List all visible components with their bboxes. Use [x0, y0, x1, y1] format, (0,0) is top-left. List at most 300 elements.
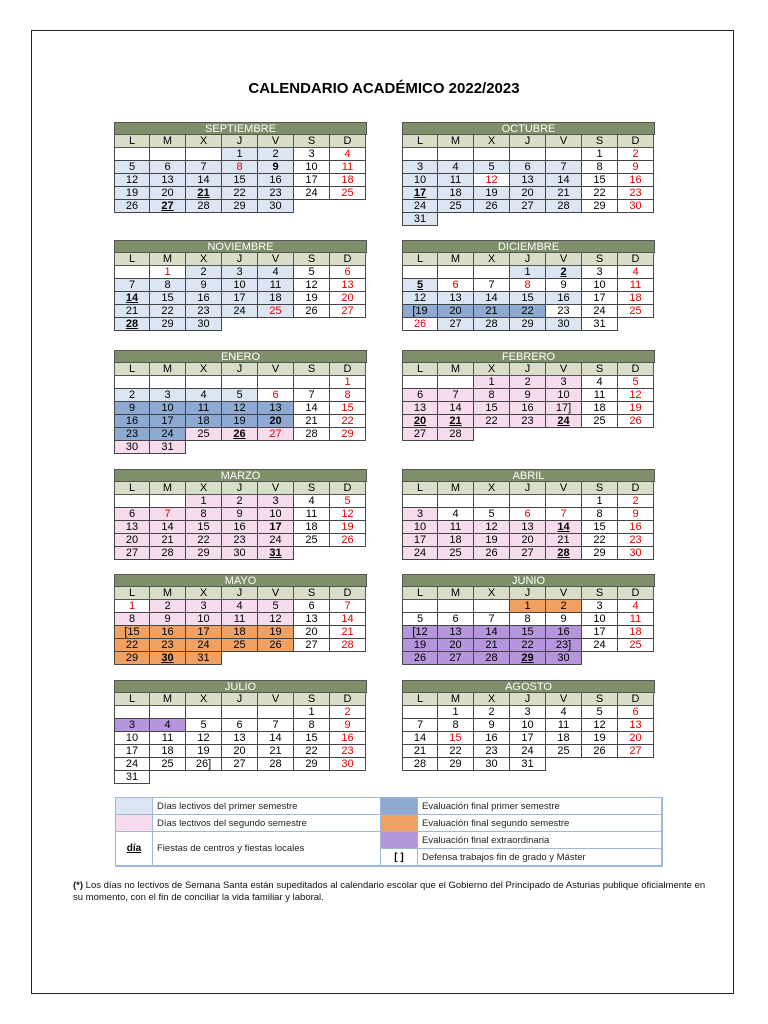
empty-cell — [186, 706, 222, 719]
day-cell: 10 — [510, 719, 546, 732]
weekday-header: D — [618, 135, 654, 148]
day-cell: 20 — [150, 187, 186, 200]
day-cell: 30 — [330, 758, 366, 771]
day-cell: 6 — [438, 613, 474, 626]
month-header: JULIO — [114, 680, 367, 693]
day-cell: 6 — [114, 508, 150, 521]
empty-cell — [618, 428, 654, 441]
empty-cell — [582, 213, 618, 226]
empty-cell — [402, 148, 438, 161]
day-cell: 1 — [222, 148, 258, 161]
day-cell: 27 — [150, 200, 186, 213]
empty-cell — [114, 376, 150, 389]
day-cell: 13 — [438, 292, 474, 305]
weekday-header: X — [474, 135, 510, 148]
day-cell: 26 — [474, 547, 510, 560]
day-cell: 23 — [330, 745, 366, 758]
day-cell: 13 — [258, 402, 294, 415]
day-cell: 6 — [258, 389, 294, 402]
day-cell: 10 — [186, 613, 222, 626]
empty-cell — [222, 706, 258, 719]
weekday-header: M — [150, 482, 186, 495]
weekday-header: M — [438, 693, 474, 706]
legend-eval-extra: Evaluación final extraordinaria — [418, 832, 662, 849]
weekday-header: D — [618, 587, 654, 600]
day-cell: 12 — [114, 174, 150, 187]
day-cell: 5 — [474, 161, 510, 174]
day-cell: 24 — [402, 200, 438, 213]
day-cell: 8 — [582, 508, 618, 521]
empty-cell — [438, 213, 474, 226]
month-days — [114, 363, 367, 454]
empty-cell — [402, 495, 438, 508]
day-cell: 16 — [114, 415, 150, 428]
empty-cell — [222, 771, 258, 784]
day-cell: 16 — [618, 174, 654, 187]
day-cell: 15 — [294, 732, 330, 745]
day-cell: 10 — [402, 174, 438, 187]
day-cell: 28 — [330, 639, 366, 652]
day-cell: 3 — [294, 148, 330, 161]
day-cell: 20 — [438, 639, 474, 652]
day-cell: 30 — [546, 318, 582, 331]
day-cell: 17 — [402, 187, 438, 200]
day-cell: 3 — [402, 161, 438, 174]
day-cell: 27 — [330, 305, 366, 318]
legend-eval-first: Evaluación final primer semestre — [418, 798, 662, 815]
day-cell: 23] — [546, 639, 582, 652]
empty-cell — [546, 495, 582, 508]
day-cell: 29 — [294, 758, 330, 771]
day-cell: 13 — [510, 174, 546, 187]
day-cell: 29 — [510, 318, 546, 331]
day-cell: 21 — [474, 639, 510, 652]
day-cell: 28 — [114, 318, 150, 331]
day-cell: 10 — [546, 389, 582, 402]
empty-cell — [474, 213, 510, 226]
day-cell: 13 — [222, 732, 258, 745]
day-cell: 16 — [258, 174, 294, 187]
day-cell: 4 — [258, 266, 294, 279]
day-cell: 24 — [186, 639, 222, 652]
day-cell: 14 — [258, 732, 294, 745]
weekday-header: D — [330, 482, 366, 495]
weekday-header: V — [546, 693, 582, 706]
weekday-header: S — [294, 253, 330, 266]
day-cell: 8 — [582, 161, 618, 174]
empty-cell — [222, 441, 258, 454]
day-cell: 18 — [294, 521, 330, 534]
day-cell: 5 — [474, 508, 510, 521]
empty-cell — [474, 495, 510, 508]
day-cell: 8 — [186, 508, 222, 521]
weekday-header: J — [510, 363, 546, 376]
day-cell: 10 — [294, 161, 330, 174]
month-days — [402, 253, 655, 331]
day-cell: [15 — [114, 626, 150, 639]
empty-cell — [222, 376, 258, 389]
weekday-header: S — [294, 587, 330, 600]
empty-cell — [474, 148, 510, 161]
day-cell: 6 — [294, 600, 330, 613]
month-octubre — [402, 122, 655, 226]
day-cell: 15 — [510, 292, 546, 305]
day-cell: 24 — [402, 547, 438, 560]
day-cell: 30 — [258, 200, 294, 213]
day-cell: 29 — [582, 547, 618, 560]
day-cell: 31 — [510, 758, 546, 771]
month-header: JUNIO — [402, 574, 655, 587]
day-cell: 9 — [618, 161, 654, 174]
day-cell: 9 — [222, 508, 258, 521]
legend-swatch-eval-first — [381, 798, 418, 815]
day-cell: 3 — [582, 266, 618, 279]
day-cell: 20 — [510, 534, 546, 547]
day-cell: 15 — [438, 732, 474, 745]
day-cell: 23 — [186, 305, 222, 318]
empty-cell — [402, 266, 438, 279]
day-cell: 22 — [294, 745, 330, 758]
day-cell: 3 — [258, 495, 294, 508]
day-cell: 28 — [294, 428, 330, 441]
empty-cell — [330, 652, 366, 665]
legend — [115, 797, 663, 867]
day-cell: 15 — [510, 626, 546, 639]
day-cell: 16 — [330, 732, 366, 745]
day-cell: 8 — [510, 613, 546, 626]
day-cell: 17 — [222, 292, 258, 305]
day-cell: 8 — [114, 613, 150, 626]
day-cell: 23 — [546, 305, 582, 318]
day-cell: 2 — [222, 495, 258, 508]
day-cell: 13 — [510, 521, 546, 534]
legend-swatch-eval-second — [381, 815, 418, 832]
day-cell: 24 — [294, 187, 330, 200]
day-cell: 19 — [402, 639, 438, 652]
empty-cell — [402, 600, 438, 613]
day-cell: 26 — [222, 428, 258, 441]
weekday-header: V — [546, 587, 582, 600]
day-cell: 14 — [474, 626, 510, 639]
day-cell: 29 — [438, 758, 474, 771]
day-cell: 18 — [258, 292, 294, 305]
day-cell: 15 — [474, 402, 510, 415]
weekday-header: V — [258, 587, 294, 600]
day-cell: 26 — [582, 745, 618, 758]
day-cell: 7 — [150, 508, 186, 521]
legend-first-semester: Días lectivos del primer semestre — [153, 798, 381, 815]
empty-cell — [510, 428, 546, 441]
day-cell: 1 — [330, 376, 366, 389]
weekday-header: L — [114, 587, 150, 600]
day-cell: 7 — [186, 161, 222, 174]
weekday-header: L — [402, 253, 438, 266]
weekday-header: M — [150, 363, 186, 376]
day-cell: 27 — [438, 652, 474, 665]
day-cell: 4 — [150, 719, 186, 732]
day-cell: 8 — [294, 719, 330, 732]
day-cell: 6 — [438, 279, 474, 292]
empty-cell — [186, 148, 222, 161]
day-cell: 2 — [114, 389, 150, 402]
weekday-header: J — [222, 587, 258, 600]
day-cell: 20 — [294, 626, 330, 639]
day-cell: 24 — [222, 305, 258, 318]
day-cell: 26 — [258, 639, 294, 652]
day-cell: 5 — [582, 706, 618, 719]
month-days — [114, 135, 367, 213]
day-cell: 10 — [222, 279, 258, 292]
day-cell: 12 — [294, 279, 330, 292]
day-cell: 27 — [294, 639, 330, 652]
day-cell: 28 — [150, 547, 186, 560]
day-cell: 12 — [474, 521, 510, 534]
day-cell: 22 — [582, 534, 618, 547]
weekday-header: X — [186, 587, 222, 600]
day-cell: 2 — [618, 495, 654, 508]
empty-cell — [546, 428, 582, 441]
day-cell: 21 — [474, 305, 510, 318]
day-cell: 29 — [222, 200, 258, 213]
day-cell: 4 — [618, 600, 654, 613]
legend-holiday-symbol: día — [116, 832, 153, 866]
day-cell: 21 — [330, 626, 366, 639]
empty-cell — [546, 213, 582, 226]
day-cell: 5 — [618, 376, 654, 389]
empty-cell — [330, 771, 366, 784]
empty-cell — [618, 652, 654, 665]
empty-cell — [150, 376, 186, 389]
weekday-header: X — [474, 363, 510, 376]
day-cell: 8 — [222, 161, 258, 174]
day-cell: 14 — [294, 402, 330, 415]
day-cell: 24 — [114, 758, 150, 771]
day-cell: 22 — [474, 415, 510, 428]
month-days — [114, 253, 367, 331]
empty-cell — [294, 200, 330, 213]
day-cell: 9 — [186, 279, 222, 292]
day-cell: 27 — [438, 318, 474, 331]
day-cell: 25 — [438, 547, 474, 560]
day-cell: 2 — [186, 266, 222, 279]
weekday-header: V — [546, 482, 582, 495]
day-cell: 16 — [546, 292, 582, 305]
day-cell: 18 — [186, 415, 222, 428]
day-cell: 17 — [402, 534, 438, 547]
day-cell: 2 — [150, 600, 186, 613]
day-cell: 2 — [546, 600, 582, 613]
day-cell: 4 — [618, 266, 654, 279]
weekday-header: X — [186, 135, 222, 148]
weekday-header: M — [438, 587, 474, 600]
day-cell: 3 — [150, 389, 186, 402]
empty-cell — [150, 771, 186, 784]
empty-cell — [294, 547, 330, 560]
day-cell: 18 — [330, 174, 366, 187]
month-header: MAYO — [114, 574, 367, 587]
weekday-header: S — [582, 587, 618, 600]
day-cell: 23 — [618, 187, 654, 200]
day-cell: 29 — [510, 652, 546, 665]
day-cell: 12 — [474, 174, 510, 187]
day-cell: 18 — [618, 626, 654, 639]
day-cell: 17 — [582, 292, 618, 305]
day-cell: 12 — [330, 508, 366, 521]
weekday-header: D — [618, 363, 654, 376]
day-cell: 19 — [114, 187, 150, 200]
day-cell: 29 — [150, 318, 186, 331]
month-julio — [114, 680, 367, 784]
day-cell: 9 — [114, 402, 150, 415]
day-cell: 15 — [150, 292, 186, 305]
day-cell: 27 — [510, 547, 546, 560]
weekday-header: M — [150, 253, 186, 266]
day-cell: 4 — [222, 600, 258, 613]
weekday-header: V — [258, 253, 294, 266]
weekday-header: D — [330, 693, 366, 706]
day-cell: 21 — [546, 534, 582, 547]
day-cell: 5 — [114, 161, 150, 174]
day-cell: 17 — [186, 626, 222, 639]
month-header: AGOSTO — [402, 680, 655, 693]
day-cell: 19 — [474, 187, 510, 200]
day-cell: 1 — [438, 706, 474, 719]
day-cell: 11 — [438, 174, 474, 187]
day-cell: 27 — [222, 758, 258, 771]
weekday-header: D — [330, 363, 366, 376]
day-cell: 13 — [618, 719, 654, 732]
day-cell: 16 — [186, 292, 222, 305]
day-cell: 6 — [510, 508, 546, 521]
month-septiembre — [114, 122, 367, 213]
empty-cell — [114, 148, 150, 161]
day-cell: 25 — [222, 639, 258, 652]
empty-cell — [582, 758, 618, 771]
footnote — [73, 880, 713, 904]
day-cell: 18 — [438, 534, 474, 547]
day-cell: 15 — [222, 174, 258, 187]
day-cell: 22 — [510, 305, 546, 318]
day-cell: 9 — [546, 279, 582, 292]
day-cell: 17 — [150, 415, 186, 428]
day-cell: 25 — [618, 305, 654, 318]
day-cell: 26 — [402, 652, 438, 665]
empty-cell — [474, 428, 510, 441]
day-cell: 22 — [330, 415, 366, 428]
day-cell: 6 — [222, 719, 258, 732]
weekday-header: L — [402, 482, 438, 495]
day-cell: 6 — [330, 266, 366, 279]
day-cell: 3 — [402, 508, 438, 521]
day-cell: 20 — [618, 732, 654, 745]
empty-cell — [150, 495, 186, 508]
empty-cell — [402, 706, 438, 719]
weekday-header: D — [618, 253, 654, 266]
day-cell: 25 — [294, 534, 330, 547]
day-cell: 12 — [618, 389, 654, 402]
day-cell: 9 — [474, 719, 510, 732]
weekday-header: L — [402, 693, 438, 706]
day-cell: 12 — [186, 732, 222, 745]
day-cell: 8 — [474, 389, 510, 402]
weekday-header: S — [582, 482, 618, 495]
day-cell: 19 — [294, 292, 330, 305]
legend-second-semester: Días lectivos del segundo semestre — [153, 815, 381, 832]
empty-cell — [510, 213, 546, 226]
day-cell: 9 — [258, 161, 294, 174]
day-cell: 16 — [474, 732, 510, 745]
day-cell: 20 — [330, 292, 366, 305]
day-cell: 24 — [546, 415, 582, 428]
day-cell: 4 — [582, 376, 618, 389]
day-cell: 30 — [618, 200, 654, 213]
day-cell: 26 — [330, 534, 366, 547]
month-abril — [402, 469, 655, 560]
day-cell: 10 — [582, 279, 618, 292]
day-cell: 2 — [618, 148, 654, 161]
day-cell: 5 — [222, 389, 258, 402]
day-cell: 28 — [402, 758, 438, 771]
day-cell: 25 — [438, 200, 474, 213]
day-cell: 4 — [186, 389, 222, 402]
day-cell: 29 — [330, 428, 366, 441]
day-cell: 8 — [438, 719, 474, 732]
day-cell: 5 — [258, 600, 294, 613]
day-cell: 4 — [546, 706, 582, 719]
day-cell: 1 — [474, 376, 510, 389]
day-cell: 19 — [186, 745, 222, 758]
footnote-marker: (*) — [73, 880, 84, 891]
empty-cell — [438, 266, 474, 279]
weekday-header: J — [222, 135, 258, 148]
day-cell: 1 — [510, 266, 546, 279]
day-cell: 16 — [546, 626, 582, 639]
day-cell: 22 — [582, 187, 618, 200]
day-cell: 30 — [222, 547, 258, 560]
month-header: SEPTIEMBRE — [114, 122, 367, 135]
day-cell: 16 — [618, 521, 654, 534]
day-cell: 8 — [510, 279, 546, 292]
day-cell: 11 — [618, 613, 654, 626]
day-cell: 10 — [150, 402, 186, 415]
day-cell: 30 — [474, 758, 510, 771]
weekday-header: S — [294, 693, 330, 706]
day-cell: 1 — [294, 706, 330, 719]
day-cell: 24 — [510, 745, 546, 758]
page-title: CALENDARIO ACADÉMICO 2022/2023 — [248, 80, 520, 97]
legend-holidays: Fiestas de centros y fiestas locales — [153, 832, 381, 866]
day-cell: 11 — [186, 402, 222, 415]
day-cell: 4 — [294, 495, 330, 508]
day-cell: 9 — [618, 508, 654, 521]
day-cell: 15 — [186, 521, 222, 534]
month-noviembre — [114, 240, 367, 331]
weekday-header: S — [294, 135, 330, 148]
day-cell: 14 — [474, 292, 510, 305]
empty-cell — [402, 376, 438, 389]
empty-cell — [618, 758, 654, 771]
day-cell: 17 — [258, 521, 294, 534]
day-cell: 17 — [510, 732, 546, 745]
day-cell: 25 — [186, 428, 222, 441]
day-cell: 16 — [150, 626, 186, 639]
day-cell: 2 — [474, 706, 510, 719]
day-cell: 5 — [294, 266, 330, 279]
day-cell: 1 — [186, 495, 222, 508]
empty-cell — [222, 318, 258, 331]
day-cell: 22 — [222, 187, 258, 200]
day-cell: 5 — [402, 279, 438, 292]
